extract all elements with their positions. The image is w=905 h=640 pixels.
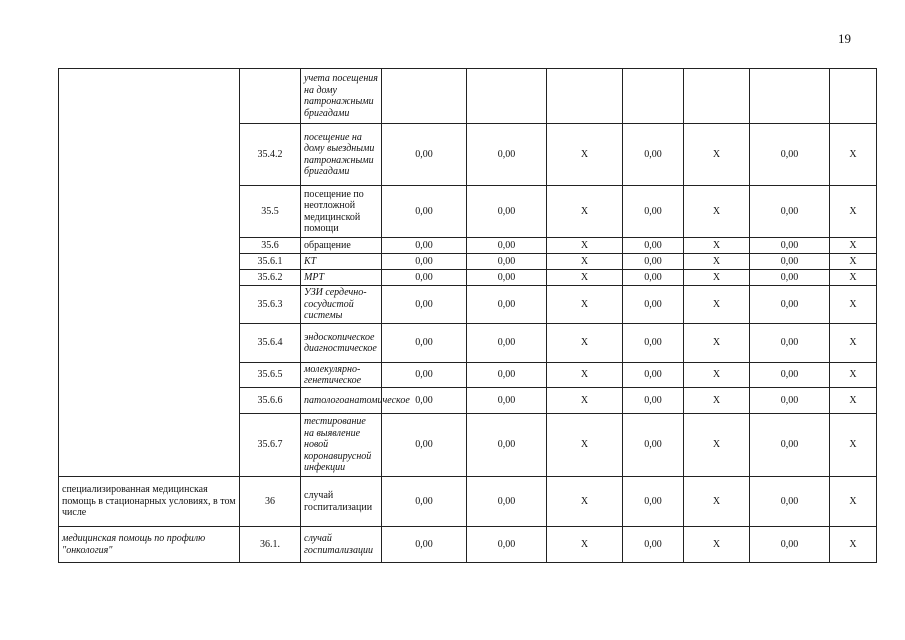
value-cell: 0,00 <box>623 254 684 270</box>
value-cell: 0,00 <box>467 363 547 388</box>
value-cell: 0,00 <box>467 270 547 286</box>
value-cell: 0,00 <box>467 324 547 363</box>
row-code: 35.6 <box>240 238 301 254</box>
value-cell: X <box>684 388 750 414</box>
row-unit: учета посещения на дому патронажными бригадами <box>301 69 382 124</box>
value-cell: 0,00 <box>750 414 830 477</box>
value-cell: X <box>547 388 623 414</box>
value-cell: 0,00 <box>623 238 684 254</box>
row-unit: эндоскопическое диагностическое <box>301 324 382 363</box>
row-unit: молекулярно-генетическое <box>301 363 382 388</box>
value-cell: X <box>830 186 877 238</box>
volume-table <box>58 68 877 563</box>
value-cell: 0,00 <box>382 363 467 388</box>
value-cell: X <box>830 388 877 414</box>
row-code: 35.6.4 <box>240 324 301 363</box>
value-cell: X <box>684 527 750 563</box>
row-code: 35.6.1 <box>240 254 301 270</box>
value-cell: X <box>547 324 623 363</box>
value-cell: 0,00 <box>623 477 684 527</box>
value-cell <box>547 69 623 124</box>
value-cell: X <box>684 363 750 388</box>
value-cell: 0,00 <box>623 324 684 363</box>
row-unit: КТ <box>301 254 382 270</box>
value-cell: 0,00 <box>750 477 830 527</box>
value-cell: 0,00 <box>750 286 830 324</box>
row-unit: тестирование на выявление новой коронавирусной инфекции <box>301 414 382 477</box>
row-description: специализированная медицинская помощь в стационарных условиях, в том числе <box>59 477 240 527</box>
value-cell: 0,00 <box>750 527 830 563</box>
table-row <box>59 69 877 124</box>
value-cell: 0,00 <box>382 270 467 286</box>
value-cell: X <box>684 324 750 363</box>
row-code: 35.6.3 <box>240 286 301 324</box>
value-cell: X <box>830 124 877 186</box>
row-code: 35.5 <box>240 186 301 238</box>
value-cell: X <box>684 477 750 527</box>
value-cell: 0,00 <box>623 270 684 286</box>
row-unit: случай госпитализации <box>301 477 382 527</box>
value-cell: X <box>830 270 877 286</box>
row-unit: посещение по неотложной медицинской помощи <box>301 186 382 238</box>
value-cell: 0,00 <box>750 363 830 388</box>
value-cell: X <box>830 324 877 363</box>
value-cell <box>623 69 684 124</box>
row-code: 35.4.2 <box>240 124 301 186</box>
value-cell: 0,00 <box>467 477 547 527</box>
value-cell: X <box>547 186 623 238</box>
value-cell: X <box>830 527 877 563</box>
value-cell: X <box>684 414 750 477</box>
value-cell: 0,00 <box>382 388 467 414</box>
value-cell: 0,00 <box>467 527 547 563</box>
value-cell: 0,00 <box>467 254 547 270</box>
value-cell: 0,00 <box>623 286 684 324</box>
value-cell: 0,00 <box>382 477 467 527</box>
value-cell: X <box>547 363 623 388</box>
value-cell <box>684 69 750 124</box>
value-cell: X <box>684 124 750 186</box>
value-cell: 0,00 <box>467 124 547 186</box>
table-row <box>59 477 877 527</box>
empty-description-cell <box>59 69 240 477</box>
value-cell: 0,00 <box>623 527 684 563</box>
value-cell: 0,00 <box>750 238 830 254</box>
value-cell: X <box>547 286 623 324</box>
value-cell: 0,00 <box>750 324 830 363</box>
value-cell: 0,00 <box>623 124 684 186</box>
value-cell <box>750 69 830 124</box>
row-code: 36.1. <box>240 527 301 563</box>
value-cell: 0,00 <box>382 527 467 563</box>
row-description: медицинская помощь по профилю "онкология" <box>59 527 240 563</box>
row-unit: обращение <box>301 238 382 254</box>
value-cell: X <box>830 477 877 527</box>
value-cell <box>467 69 547 124</box>
row-code: 35.6.7 <box>240 414 301 477</box>
value-cell: X <box>684 254 750 270</box>
value-cell: X <box>684 238 750 254</box>
row-code: 36 <box>240 477 301 527</box>
value-cell: 0,00 <box>750 124 830 186</box>
value-cell: X <box>547 527 623 563</box>
value-cell: X <box>547 414 623 477</box>
value-cell: 0,00 <box>382 186 467 238</box>
value-cell: X <box>830 414 877 477</box>
row-unit: МРТ <box>301 270 382 286</box>
value-cell: 0,00 <box>623 414 684 477</box>
value-cell: X <box>547 477 623 527</box>
row-code: 35.6.5 <box>240 363 301 388</box>
value-cell: 0,00 <box>750 254 830 270</box>
value-cell <box>830 69 877 124</box>
value-cell: X <box>547 254 623 270</box>
value-cell: X <box>547 124 623 186</box>
value-cell: X <box>684 286 750 324</box>
value-cell: X <box>684 270 750 286</box>
row-unit: УЗИ сердечно-сосудистой системы <box>301 286 382 324</box>
value-cell: 0,00 <box>623 388 684 414</box>
value-cell <box>382 69 467 124</box>
value-cell: X <box>547 238 623 254</box>
value-cell: 0,00 <box>382 414 467 477</box>
value-cell: 0,00 <box>382 124 467 186</box>
value-cell: 0,00 <box>467 238 547 254</box>
value-cell: 0,00 <box>467 414 547 477</box>
value-cell: X <box>830 238 877 254</box>
value-cell: 0,00 <box>382 254 467 270</box>
value-cell: X <box>830 254 877 270</box>
page-number: 19 <box>838 31 851 46</box>
value-cell: 0,00 <box>467 286 547 324</box>
value-cell: 0,00 <box>467 388 547 414</box>
row-code: 35.6.2 <box>240 270 301 286</box>
value-cell: 0,00 <box>750 270 830 286</box>
value-cell: 0,00 <box>750 186 830 238</box>
row-code: 35.6.6 <box>240 388 301 414</box>
value-cell: 0,00 <box>382 238 467 254</box>
value-cell: 0,00 <box>750 388 830 414</box>
table-row <box>59 527 877 563</box>
value-cell: 0,00 <box>623 363 684 388</box>
row-unit: случай госпитализации <box>301 527 382 563</box>
value-cell: X <box>830 363 877 388</box>
row-unit: патологоанатомическое <box>301 388 382 414</box>
row-unit: посещение на дому выездными патронажными бригадами <box>301 124 382 186</box>
row-code <box>240 69 301 124</box>
value-cell: 0,00 <box>623 186 684 238</box>
value-cell: X <box>684 186 750 238</box>
value-cell: 0,00 <box>467 186 547 238</box>
value-cell: 0,00 <box>382 324 467 363</box>
value-cell: X <box>830 286 877 324</box>
value-cell: X <box>547 270 623 286</box>
value-cell: 0,00 <box>382 286 467 324</box>
